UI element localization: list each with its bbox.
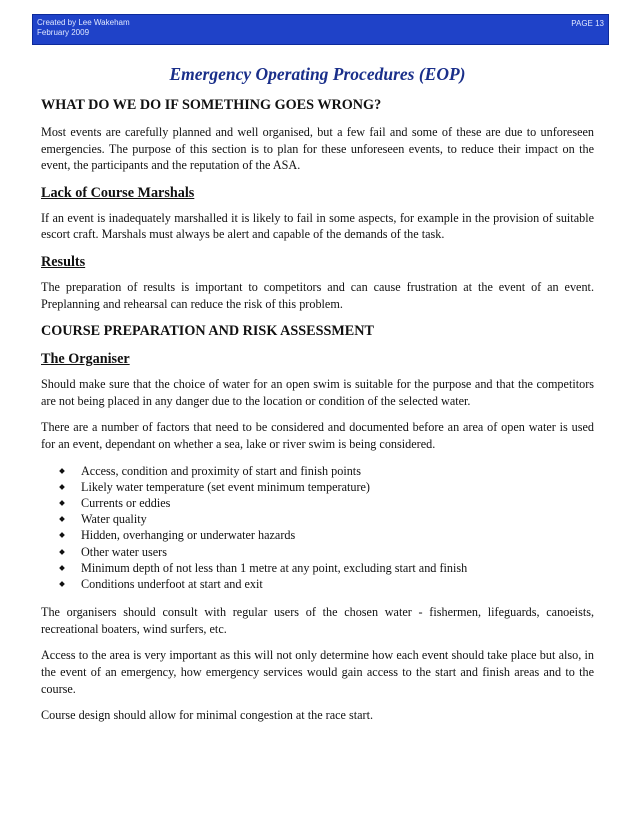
results-paragraph: The preparation of results is important to competitors and can cause frustration at the event of an event. Preplanning and rehearsal can reduce the risk of this problem. [41,279,594,311]
list-item: Access, condition and proximity of start and finish points [81,463,594,479]
organiser-paragraph-3: The organisers should consult with regular users of the chosen water - fishermen, lifeguards, canoeists, recreational boaters, wind surfers, etc. [41,605,594,636]
header-meta [37,18,130,38]
list-item: Water quality [81,511,594,527]
organiser-paragraph-1: Should make sure that the choice of water for an open swim is suitable for the purpose and that the competitors are not being placed in any danger due to the location or condition of the selected water. [41,377,594,408]
organiser-paragraph-4: Access to the area is very important as this will not only determine how each event should take place but also, in the event of an emergency, how emergency services would gain access to the start and finish areas and to the course. [41,648,594,696]
factors-list [41,463,594,593]
subheading-organiser: The Organiser [41,351,130,368]
bullet-icon [59,565,65,571]
list-item: Currents or eddies [81,495,594,511]
section-heading-what-goes-wrong: WHAT DO WE DO IF SOMETHING GOES WRONG? [41,97,382,113]
page-title: Emergency Operating Procedures (EOP) [169,64,466,84]
list-item: Conditions underfoot at start and exit [81,576,594,592]
subheading-lack-of-marshals: Lack of Course Marshals [41,184,195,201]
bullet-icon [59,581,65,587]
bullet-icon [59,484,65,490]
subheading-results: Results [41,253,86,270]
bullet-icon [59,549,65,555]
document-body [41,64,594,734]
date-line: February 2009 [37,28,90,37]
list-item: Other water users [81,544,594,560]
section-heading-course-preparation: COURSE PREPARATION AND RISK ASSESSMENT [41,323,374,340]
organiser-paragraph-5: Course design should allow for minimal congestion at the race start. [41,708,374,723]
bullet-icon [59,468,65,474]
page-header [32,14,609,45]
marshals-paragraph: If an event is inadequately marshalled it is likely to fail in some aspects, for example in the provision of suitable escort craft. Marshals must always be alert and capable of the demands of the task. [41,210,594,242]
bullet-icon [59,533,65,539]
bullet-icon [59,500,65,506]
page-number: PAGE 13 [571,19,604,28]
list-item: Likely water temperature (set event minimum temperature) [81,479,594,495]
author-line: Created by Lee Wakeham [37,18,130,27]
list-item: Hidden, overhanging or underwater hazards [81,527,594,543]
list-item: Minimum depth of not less than 1 metre at any point, excluding start and finish [81,560,594,576]
organiser-paragraph-2: There are a number of factors that need to be considered and documented before an area of open water is used for an event, dependant on whether a sea, lake or river swim is being considered. [41,420,594,451]
bullet-icon [59,516,65,522]
intro-paragraph: Most events are carefully planned and well organised, but a few fail and some of these are due to unforeseen emergencies. The purpose of this section is to plan for these unforeseen events, to reduce their impact on the event, the participants and the reputation of the ASA. [41,125,594,173]
